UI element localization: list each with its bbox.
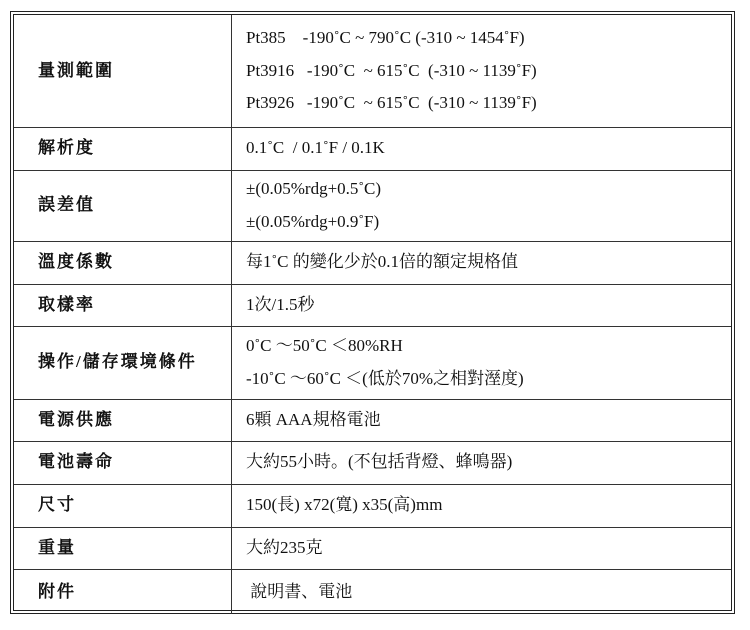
spec-row <box>14 15 731 127</box>
spec-value-line: 大約235克 <box>246 537 323 557</box>
spec-value-line: 6顆 AAA規格電池 <box>246 409 381 429</box>
spec-label: 解析度 <box>14 127 232 170</box>
spec-row <box>14 326 731 399</box>
spec-value <box>232 284 732 326</box>
spec-label: 操作/儲存環境條件 <box>14 326 232 399</box>
spec-row <box>14 284 731 326</box>
spec-row <box>14 399 731 441</box>
spec-label: 電池壽命 <box>14 441 232 484</box>
spec-label: 量測範圍 <box>14 15 232 127</box>
spec-label: 尺寸 <box>14 484 232 527</box>
spec-value-line: Pt3916 -190˚C ~ 615˚C (-310 ~ 1139˚F) <box>246 60 537 80</box>
spec-value <box>232 441 732 484</box>
spec-row <box>14 441 731 484</box>
spec-value <box>232 527 732 569</box>
spec-value <box>232 484 732 527</box>
spec-value <box>232 399 732 441</box>
spec-value <box>232 326 732 399</box>
spec-value <box>232 170 732 241</box>
spec-value <box>232 15 732 127</box>
spec-value-line: 說明書、電池 <box>246 581 353 601</box>
spec-value-line: Pt3926 -190˚C ~ 615˚C (-310 ~ 1139˚F) <box>246 92 537 112</box>
spec-value-line: 0.1˚C / 0.1˚F / 0.1K <box>246 138 385 158</box>
spec-value-line: 每1˚C 的變化少於0.1倍的額定規格值 <box>246 252 518 272</box>
spec-value-line: 1次/1.5秒 <box>246 294 315 314</box>
spec-label: 附件 <box>14 569 232 614</box>
spec-label: 誤差值 <box>14 170 232 241</box>
spec-value-line: ±(0.05%rdg+0.9˚F) <box>246 211 380 231</box>
spec-value <box>232 569 732 614</box>
spec-value-line: 150(長) x72(寬) x35(高)mm <box>246 495 443 515</box>
spec-label: 溫度係數 <box>14 241 232 284</box>
spec-label: 取樣率 <box>14 284 232 326</box>
spec-value-line: Pt385 -190˚C ~ 790˚C (-310 ~ 1454˚F) <box>246 28 525 48</box>
spec-row <box>14 241 731 284</box>
spec-label: 重量 <box>14 527 232 569</box>
spec-table <box>10 11 735 614</box>
spec-value-line: 大約55小時。(不包括背燈、蜂鳴器) <box>246 452 513 472</box>
spec-value <box>232 241 732 284</box>
spec-row <box>14 527 731 569</box>
spec-row <box>14 569 731 614</box>
spec-value-line: -10˚C ～60˚C ＜(低於70%之相對溼度) <box>246 368 524 388</box>
spec-row <box>14 170 731 241</box>
spec-value-line: 0˚C ～50˚C ＜80%RH <box>246 336 403 356</box>
spec-row <box>14 484 731 527</box>
spec-value <box>232 127 732 170</box>
spec-value-line: ±(0.05%rdg+0.5˚C) <box>246 179 382 199</box>
spec-row <box>14 127 731 170</box>
spec-label: 電源供應 <box>14 399 232 441</box>
